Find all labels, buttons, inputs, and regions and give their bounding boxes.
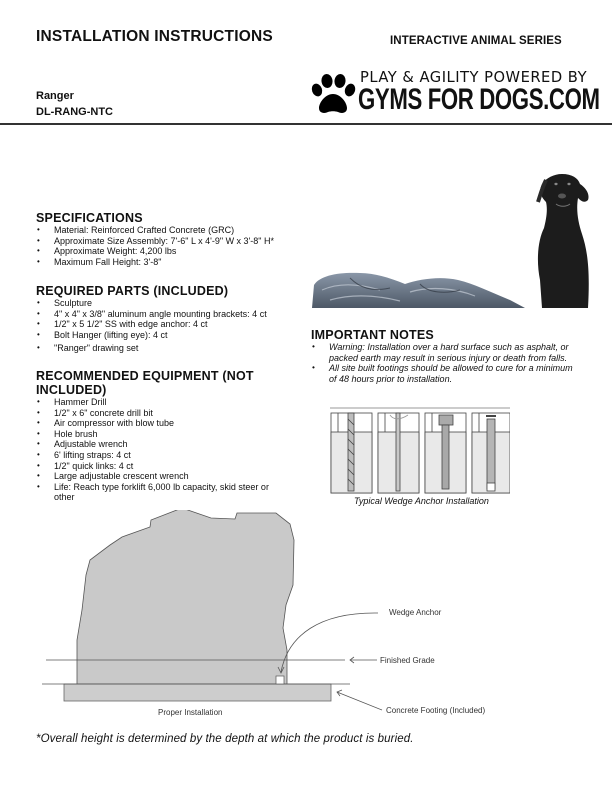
recommended-equipment-list [36, 397, 291, 503]
list-item: • 6' lifting straps: 4 ct [36, 450, 291, 461]
footnote: *Overall height is determined by the depth at which the product is buried. [36, 733, 414, 745]
anchor-step-2 [378, 413, 419, 493]
sculpture-profile [77, 510, 294, 684]
list-item: • Life: Reach type forklift 6,000 lb capacity, skid steer or other [36, 482, 291, 503]
list-item: • Bolt Hanger (lifting eye): 4 ct [36, 330, 326, 341]
list-item: • 1/2" quick links: 4 ct [36, 461, 291, 472]
concrete-footing-label: Concrete Footing (Included) [386, 706, 486, 715]
anchor-step-3 [425, 413, 466, 493]
paw-icon [310, 74, 356, 116]
anchor-step-4 [472, 413, 510, 493]
anchor-step-1 [331, 413, 372, 493]
wedge-anchor-figure [330, 405, 510, 495]
diagram-caption: Proper Installation [158, 708, 223, 717]
list-item: • Air compressor with blow tube [36, 418, 291, 429]
list-item: • Warning: Installation over a hard surface such as asphalt, or packed earth may result in serious injury or death from falls. [311, 342, 581, 363]
list-item: • 1/2" x 6" concrete drill bit [36, 408, 291, 419]
recommended-equipment-section [36, 369, 291, 503]
logo-tagline: PLAY & AGILITY POWERED BY [360, 68, 588, 86]
important-notes-list [311, 342, 581, 384]
concrete-footing [64, 684, 331, 701]
list-item: • Large adjustable crescent wrench [36, 471, 291, 482]
header-divider [0, 123, 612, 125]
list-item: • Adjustable wrench [36, 439, 291, 450]
important-notes-heading: IMPORTANT NOTES [311, 328, 434, 342]
required-parts-list [36, 298, 326, 354]
wedge-anchor-label: Wedge Anchor [389, 608, 442, 617]
list-item: • "Ranger" drawing set [36, 343, 326, 354]
list-item: • 1/2" x 5 1/2" SS with edge anchor: 4 ct [36, 319, 326, 330]
specifications-list [36, 225, 326, 267]
list-item: • Hole brush [36, 429, 291, 440]
product-code: DL-RANG-NTC [36, 106, 113, 118]
list-item: • Approximate Size Assembly: 7'-6" L x 4'-9" W x 3'-8" H* [36, 236, 326, 247]
recommended-equipment-heading: RECOMMENDED EQUIPMENT (NOT INCLUDED) [36, 369, 254, 397]
list-item: • Maximum Fall Height: 3'-8" [36, 257, 326, 268]
list-item: • Approximate Weight: 4,200 lbs [36, 246, 326, 257]
specifications-heading: SPECIFICATIONS [36, 211, 143, 225]
product-name: Ranger [36, 90, 74, 102]
wedge-anchor-box [276, 676, 284, 684]
series-label: INTERACTIVE ANIMAL SERIES [390, 35, 562, 47]
required-parts-section [36, 284, 326, 354]
list-item: • Material: Reinforced Crafted Concrete (GRC) [36, 225, 326, 236]
specifications-section [36, 211, 326, 267]
list-item: • Hammer Drill [36, 397, 291, 408]
product-photo [310, 160, 610, 310]
list-item: • All site built footings should be allowed to cure for a minimum of 48 hours prior to installation. [311, 363, 581, 384]
required-parts-heading: REQUIRED PARTS (INCLUDED) [36, 284, 229, 298]
list-item: • Sculpture [36, 298, 326, 309]
document-title: INSTALLATION INSTRUCTIONS [36, 28, 273, 45]
installation-diagram [36, 510, 556, 725]
important-notes-section [311, 328, 581, 384]
brand-logo [310, 68, 600, 120]
list-item: • 4" x 4" x 3/8" aluminum angle mounting brackets: 4 ct [36, 309, 326, 320]
logo-brand: GYMS FOR DOGS.COM [358, 83, 600, 116]
finished-grade-label: Finished Grade [380, 656, 435, 665]
wedge-anchor-caption: Typical Wedge Anchor Installation [354, 496, 489, 506]
